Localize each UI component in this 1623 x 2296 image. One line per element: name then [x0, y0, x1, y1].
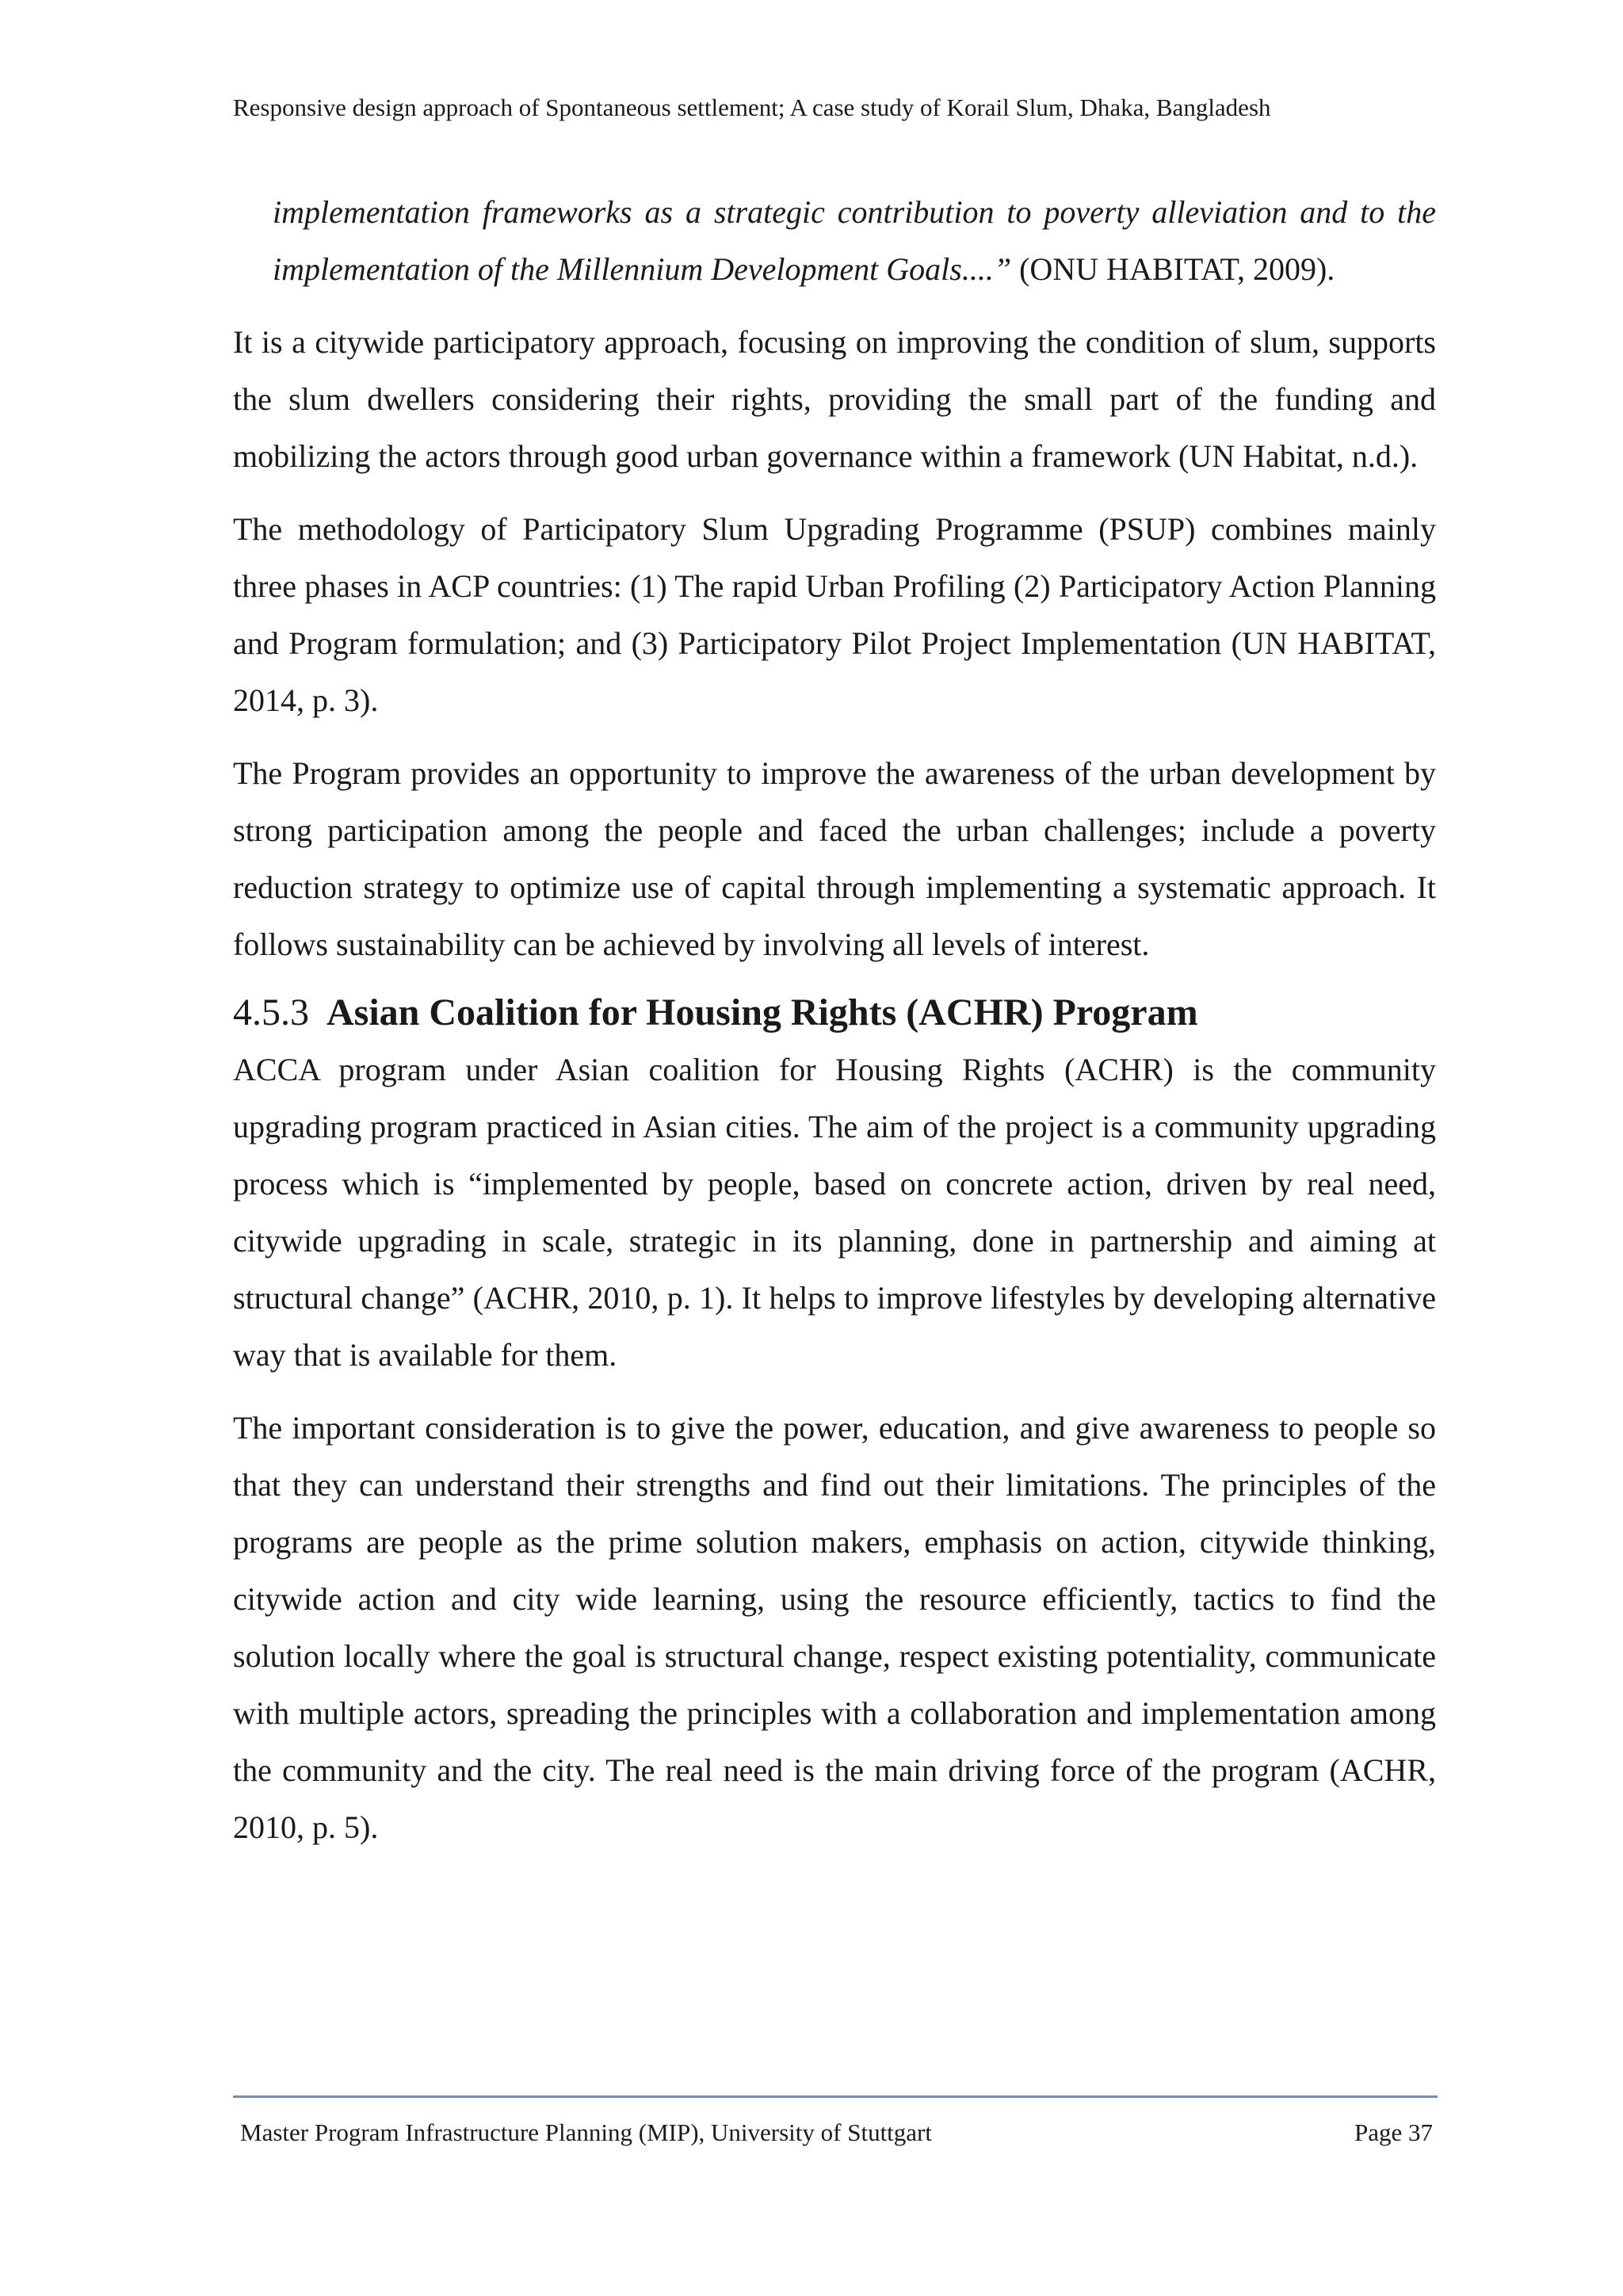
quote-citation: (ONU HABITAT, 2009). [1011, 251, 1335, 287]
paragraph-principles: The important consideration is to give the power, education, and give awareness to people so that they can understand their strengths and find out their limitations. The principles of the programs are people as the prime solution makers, emphasis on action, citywide thinking, citywide action and city wide learning, using the resource efficiently, tactics to find the solution locally where the goal is structural change, respect existing potentiality, communicate with multiple actors, spreading the principles with a collaboration and implementation among the community and the city. The real need is the main driving force of the program (ACHR, 2010, p. 5). [233, 1410, 1436, 1845]
paragraph-psup-methodology: The methodology of Participatory Slum Upgrading Programme (PSUP) combines mainly three phases in ACP countries: (1) The rapid Urban Profiling (2) Participatory Action Planning and Program formulation; and (3) Participatory Pilot Project Implementation (UN HABITAT, 2014, p. 3). [233, 511, 1436, 718]
running-header: Responsive design approach of Spontaneous settlement; A case study of Korail Slum, Dhaka, Bangladesh [233, 94, 1271, 121]
quote-text: implementation frameworks as a strategic contribution to poverty alleviation and to the implementation of the Millennium Development Goals....” [273, 194, 1436, 287]
section-number: 4.5.3 [233, 991, 309, 1033]
paragraph-acca-program: ACCA program under Asian coalition for Housing Rights (ACHR) is the community upgrading program practiced in Asian cities. The aim of the project is a community upgrading process which is “implemented by people, based on concrete action, driven by real need, citywide upgrading in scale, strategic in its planning, done in partnership and aiming at structural change” (ACHR, 2010, p. 1). It helps to improve lifestyles by developing alternative way that is available for them. [233, 1052, 1436, 1373]
page-number: Page 37 [1354, 2118, 1433, 2146]
section-title: Asian Coalition for Housing Rights (ACHR) Program [327, 991, 1198, 1033]
document-body [233, 184, 1436, 1872]
paragraph-psup-approach: It is a citywide participatory approach, focusing on improving the condition of slum, supports the slum dwellers considering their rights, providing the small part of the funding and mobilizing the actors through good urban governance within a framework (UN Habitat, n.d.). [233, 324, 1436, 474]
footer-divider [233, 2095, 1438, 2098]
block-quote [273, 184, 1436, 298]
footer-institution: Master Program Infrastructure Planning (MIP), University of Stuttgart [240, 2118, 932, 2146]
paragraph-program-opportunity: The Program provides an opportunity to improve the awareness of the urban development by strong participation among the people and faced the urban challenges; include a poverty reduction strategy to optimize use of capital through implementing a systematic approach. It follows sustainability can be achieved by involving all levels of interest. [233, 755, 1436, 962]
section-heading [233, 989, 1436, 1037]
